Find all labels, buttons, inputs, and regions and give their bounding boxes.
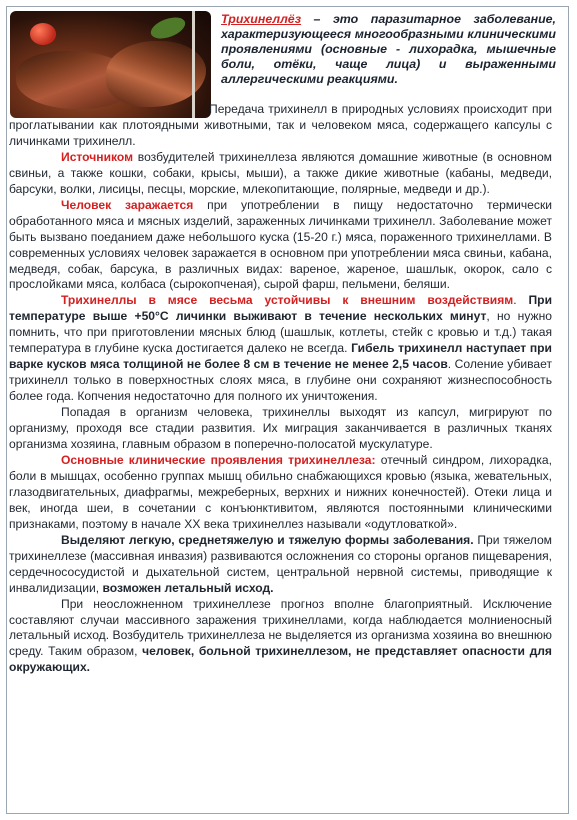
paragraph-stability xyxy=(9,293,552,405)
prognosis-conclusion: человек, больной трихинеллезом, не представляет опасности для окружающих. xyxy=(9,644,552,675)
paragraph-migration: Попадая в организм человека, трихинеллы выходят из капсул, мигрируют по организму, проходя все стадии развития. Их миграция заканчивается в различных тканях организма хозяина, главным образом в поперечно-полосатой мускулатуре. xyxy=(9,405,552,452)
herb-icon xyxy=(148,13,188,42)
prognosis-text: При неосложненном трихинеллезе прогноз вполне благоприятный. Исключение составляют случаи массивного заражения трихинеллами, когда наблюдается молниеносный летальный исход. Возбудитель трихинеллеза не выделяется из организма хозяина во внешнюю среду. Таким образом, xyxy=(9,596,552,659)
stability-temperature: При температуре выше +50°С личинки выживают в течение нескольких минут xyxy=(9,293,552,324)
forms-lethal: возможен летальный исход. xyxy=(102,580,274,595)
stability-boiling: Гибель трихинелл наступает при варке кусков мяса толщиной не более 8 см в течение не менее 2,5 часов xyxy=(9,341,552,372)
paragraph-infection xyxy=(9,198,552,294)
sources-label: Источником xyxy=(61,149,134,164)
sources-text: возбудителей трихинеллеза являются домашние животные (в основном свиньи, а также кошки, собаки, крысы, мыши), а также дикие животные (кабаны, медведи, барсуки, волки, лисицы, песцы, морские, млекопитающие, полярные, медведи и др.). xyxy=(9,149,552,196)
forms-heading: Выделяют легкую, среднетяжелую и тяжелую формы заболевания. xyxy=(61,532,474,547)
forms-text: При тяжелом трихинеллезе (массивная инвазия) развиваются осложнения со стороны органов пищеварения, сердечнососудистой и дыхательной систем, центральной нервной системы, приводящие к инвалидизации, xyxy=(9,532,552,595)
stability-text-2: . Соление убивает трихинелл только в поверхностных слоях мяса, в глубине они сохраняют жизнеспособность более года. Копчения недостаточно для полного их уничтожения. xyxy=(9,357,553,404)
stability-dot: . xyxy=(513,293,529,308)
stability-heading: Трихинеллы в мясе весьма устойчивы к внешним воздействиям xyxy=(61,293,514,308)
article-body xyxy=(9,102,552,676)
stability-text: , но нужно помнить, что при приготовлении мясных блюд (шашлык, котлеты, стейк с кровью и т.д.) такая температура в глубине куска достигается далеко не всегда. xyxy=(9,309,552,356)
infection-label: Человек заражается xyxy=(61,197,194,212)
leaflet-frame xyxy=(6,6,569,814)
definition-text: – это паразитарное заболевание, характеризующееся многообразными клиническими проявлениями (основные - лихорадка, мышечные боли, отёки, чаще лица) и выраженными аллергическими реакциями. xyxy=(221,12,556,86)
paragraph-forms xyxy=(9,533,552,597)
clinical-label: Основные клинические проявления трихинеллеза: xyxy=(61,452,376,467)
tomato-icon xyxy=(30,23,56,45)
paragraph-prognosis xyxy=(9,597,552,677)
disease-term: Трихинеллёз xyxy=(221,12,302,26)
paragraph-clinical xyxy=(9,453,552,533)
paragraph-sources xyxy=(9,150,552,198)
steak-piece xyxy=(106,41,206,107)
clinical-text: отечный синдром, лихорадка, боли в мышцах, особенно группах мышц обильно снабжающихся кровью (языка, жевательных, глазодвигательных, диафрагмы, межреберных, верхних и нижних конечностей). Отеки лица и век, иногда шеи, в сочетании с конъюнктивитом, являются постоянными клиническими признаками, поэтому в начале ХХ века трихинеллез называли «одутловаткой». xyxy=(9,452,552,531)
intro-definition xyxy=(221,12,556,87)
infection-text: при употреблении в пищу недостаточно термически обработанного мяса и мясных изделий, зараженных личинками трихинелл. Заболевание может быть вызвано поеданием даже небольшого куска (15-20 г.) мяса, пораженного трихинеллами. В современных условиях человек заражается в основном при употреблении мяса свиньи, кабана, медведя, собак, барсука, в различных видах: вареное, жареное, шашлык, окорок, сало с прослойками мяса, колбаса (сырокопченая), сырой фарш, пельмени, беляши. xyxy=(9,197,552,292)
paragraph-transmission: Передача трихинелл в природных условиях происходит при проглатывании как плотоядными животными, так и человеком мяса, содержащего капсулы с личинками трихинелл. xyxy=(9,102,552,148)
